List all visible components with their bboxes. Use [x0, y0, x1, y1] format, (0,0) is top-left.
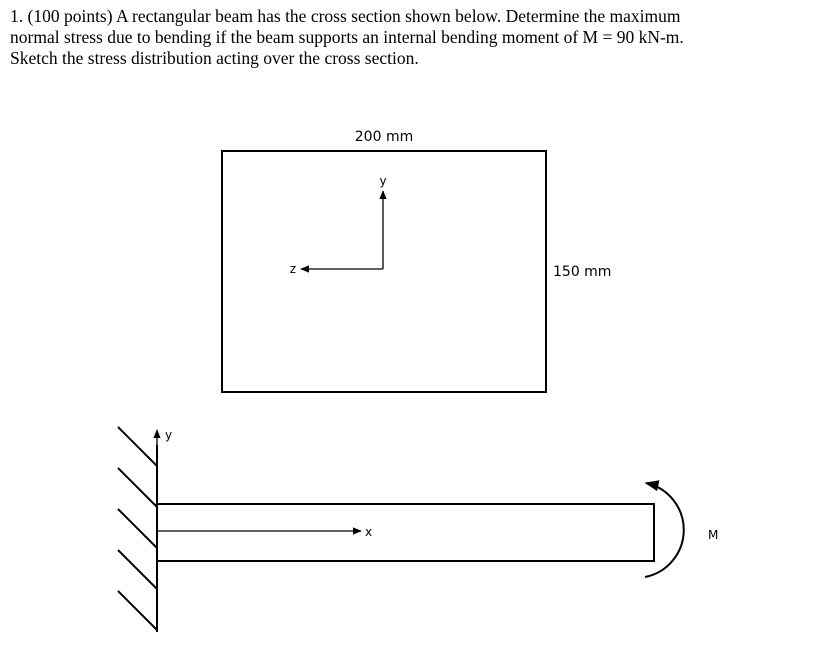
wall-hatching: [118, 427, 157, 630]
y-axis-label: y: [379, 174, 387, 188]
beam-y-axis-label: y: [165, 428, 173, 442]
cross-section-diagram: [222, 129, 611, 392]
moment-label: M: [708, 528, 719, 542]
problem-line-2: normal stress due to bending if the beam supports an internal bending moment of M = 90 kN-m.: [10, 27, 684, 47]
z-axis-label: z: [289, 262, 296, 276]
height-label: 150 mm: [553, 264, 612, 280]
beam-x-axis-label: x: [365, 525, 373, 539]
cantilever-beam-diagram: [118, 427, 718, 632]
bending-moment-arrow: [645, 483, 684, 577]
problem-line-3: Sketch the stress distribution acting over the cross section.: [10, 48, 419, 68]
width-label: 200 mm: [354, 129, 414, 145]
beam-body: [157, 504, 654, 561]
problem-line-1: 1. (100 points) A rectangular beam has the cross section shown below. Determine the maximum: [10, 6, 681, 26]
